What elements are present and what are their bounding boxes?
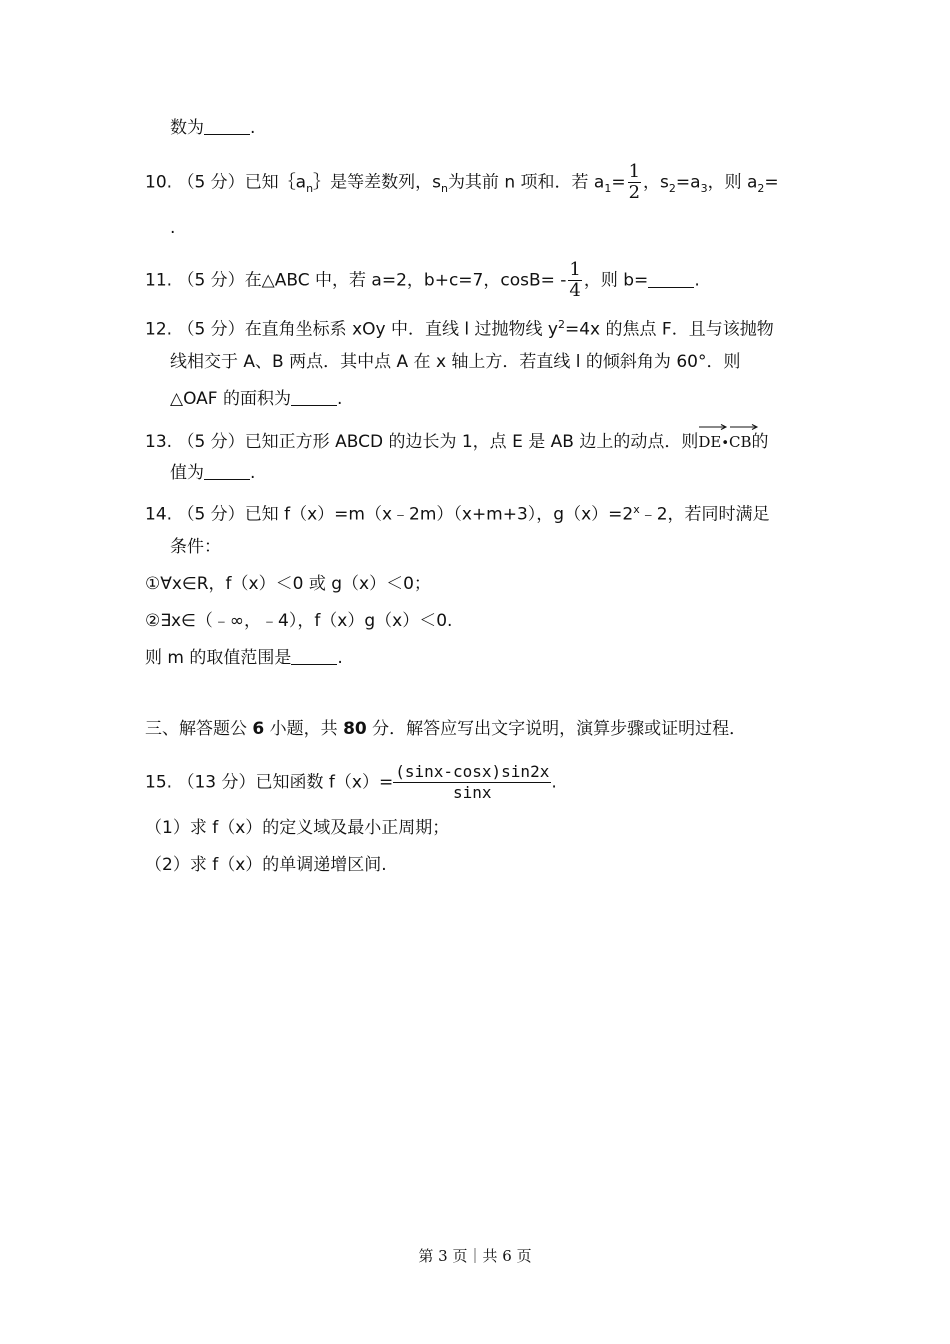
q10-text: = [611, 172, 626, 193]
section-points: 80 [343, 719, 367, 739]
q9-tail [170, 116, 255, 140]
section-count: 6 [252, 719, 265, 739]
q10-text: ｝是等差数列，s [313, 172, 441, 193]
q10-text: 为其前 n 项和．若 a [447, 172, 605, 193]
subscript: 3 [700, 181, 708, 195]
q13-text: 已知正方形 ABCD 的边长为 1，点 E 是 AB 边上的动点．则 [244, 432, 699, 452]
question-score: （5 分） [177, 504, 245, 525]
subscript: 2 [668, 181, 676, 195]
fraction-denominator: 2 [628, 182, 641, 203]
q15-end: . [551, 772, 557, 793]
answer-blank [291, 387, 337, 406]
fraction [628, 162, 641, 203]
q12-end: . [336, 389, 343, 409]
condition-text: ②∃x∈（﹣∞，﹣4），f（x）g（x）＜0. [145, 611, 453, 631]
q10-text: = [764, 172, 779, 193]
q9-tail-end: . [250, 118, 256, 138]
question-15 [145, 762, 557, 803]
fraction-denominator: sinx [453, 783, 492, 802]
answer-blank [648, 269, 694, 288]
subscript: 1 [604, 181, 612, 195]
condition-text: ①∀x∈R，f（x）＜0 或 g（x）＜0； [145, 574, 431, 594]
question-number: 14. [145, 504, 173, 525]
q12-text: 在直角坐标系 xOy 中．直线 l 过抛物线 y [244, 319, 558, 340]
q14-condition-1 [145, 572, 431, 596]
q10-cont-text: . [170, 218, 176, 238]
page-footer: 第 3 页｜共 6 页 [418, 1247, 532, 1265]
q14-condition-2 [145, 609, 452, 633]
question-12 [145, 313, 774, 342]
vector-arrow-icon [698, 424, 728, 430]
subscript: n [306, 181, 314, 195]
q15-text: 已知函数 f（x）= [255, 772, 394, 793]
question-score: （5 分） [177, 172, 245, 193]
fraction-numerator: (sinx-cosx)sin2x [395, 762, 550, 781]
function-fraction [393, 762, 551, 803]
fraction [568, 260, 581, 301]
question-score: （5 分） [177, 270, 245, 291]
question-number: 11. [145, 270, 173, 291]
question-number: 13. [145, 432, 173, 452]
q15-part-1 [145, 816, 449, 840]
dot-product-symbol: • [721, 436, 729, 451]
q12-line3 [170, 387, 342, 411]
question-score: （5 分） [177, 432, 245, 452]
section-text: 小题，共 [264, 719, 344, 739]
vector-label: DE [698, 433, 722, 451]
vector-cb [729, 424, 752, 454]
q12-line2 [170, 350, 740, 374]
q10-text: 已知｛a [244, 172, 307, 193]
part-text: （2）求 f（x）的单调递增区间. [145, 855, 387, 875]
q15-part-2 [145, 853, 387, 877]
answer-blank [204, 116, 250, 135]
vector-label: CB [728, 433, 752, 451]
question-score: （5 分） [177, 319, 245, 340]
q10-text: ，则 a [707, 172, 758, 193]
question-number: 12. [145, 319, 173, 340]
subscript: n [440, 181, 448, 195]
part-text: （1）求 f（x）的定义域及最小正周期； [145, 818, 450, 838]
question-number: 15. [145, 772, 173, 793]
question-11 [145, 260, 700, 301]
q10-text: ，s [643, 172, 669, 193]
q12-line3-text: △OAF 的面积为 [170, 389, 291, 409]
section-heading [145, 717, 746, 741]
q13-text: 的 [751, 432, 769, 452]
q11-text: ，则 b= [583, 270, 649, 291]
fraction-numerator: 1 [569, 259, 581, 280]
q12-line2-text: 线相交于 A、B 两点．其中点 A 在 x 轴上方．若直线 l 的倾斜角为 60°．则 [170, 352, 741, 372]
q14-final-text: 则 m 的取值范围是 [145, 648, 292, 668]
question-score: （13 分） [177, 772, 256, 793]
fraction-denominator: 4 [569, 280, 581, 301]
q13-line2 [170, 461, 255, 485]
q10-text: =a [675, 172, 701, 193]
question-number: 10. [145, 172, 173, 193]
superscript: x [633, 503, 640, 516]
vector-arrow-icon [729, 424, 759, 430]
q13-line2-text: 值为 [170, 463, 204, 483]
q14-text: 已知 f（x）=m（x﹣2m）（x+m+3），g（x）=2 [244, 504, 634, 525]
answer-blank [291, 646, 337, 665]
question-10 [145, 162, 779, 203]
question-13 [145, 424, 768, 456]
fraction-numerator: 1 [628, 161, 641, 182]
q14-final [145, 646, 343, 670]
superscript: 2 [558, 318, 565, 331]
question-14 [145, 498, 770, 527]
q11-end: . [694, 270, 700, 291]
q9-tail-text: 数为 [170, 118, 204, 138]
q14-line2 [170, 535, 221, 559]
answer-blank [204, 461, 250, 480]
q10-continuation [170, 216, 175, 240]
q14-text: ﹣2，若同时满足 [639, 504, 770, 525]
q14-end: . [337, 648, 343, 668]
q11-text: 在△ABC 中，若 a=2，b+c=7，cosB= ‑ [244, 270, 567, 291]
section-text: 分．解答应写出文字说明，演算步骤或证明过程． [366, 719, 747, 739]
vector-de [698, 424, 721, 454]
q12-text: =4x 的焦点 F．且与该抛物 [565, 319, 774, 340]
subscript: 2 [757, 181, 765, 195]
q14-line2-text: 条件： [170, 537, 221, 557]
section-text: 三、解答题公 [145, 719, 253, 739]
q13-end: . [250, 463, 256, 483]
